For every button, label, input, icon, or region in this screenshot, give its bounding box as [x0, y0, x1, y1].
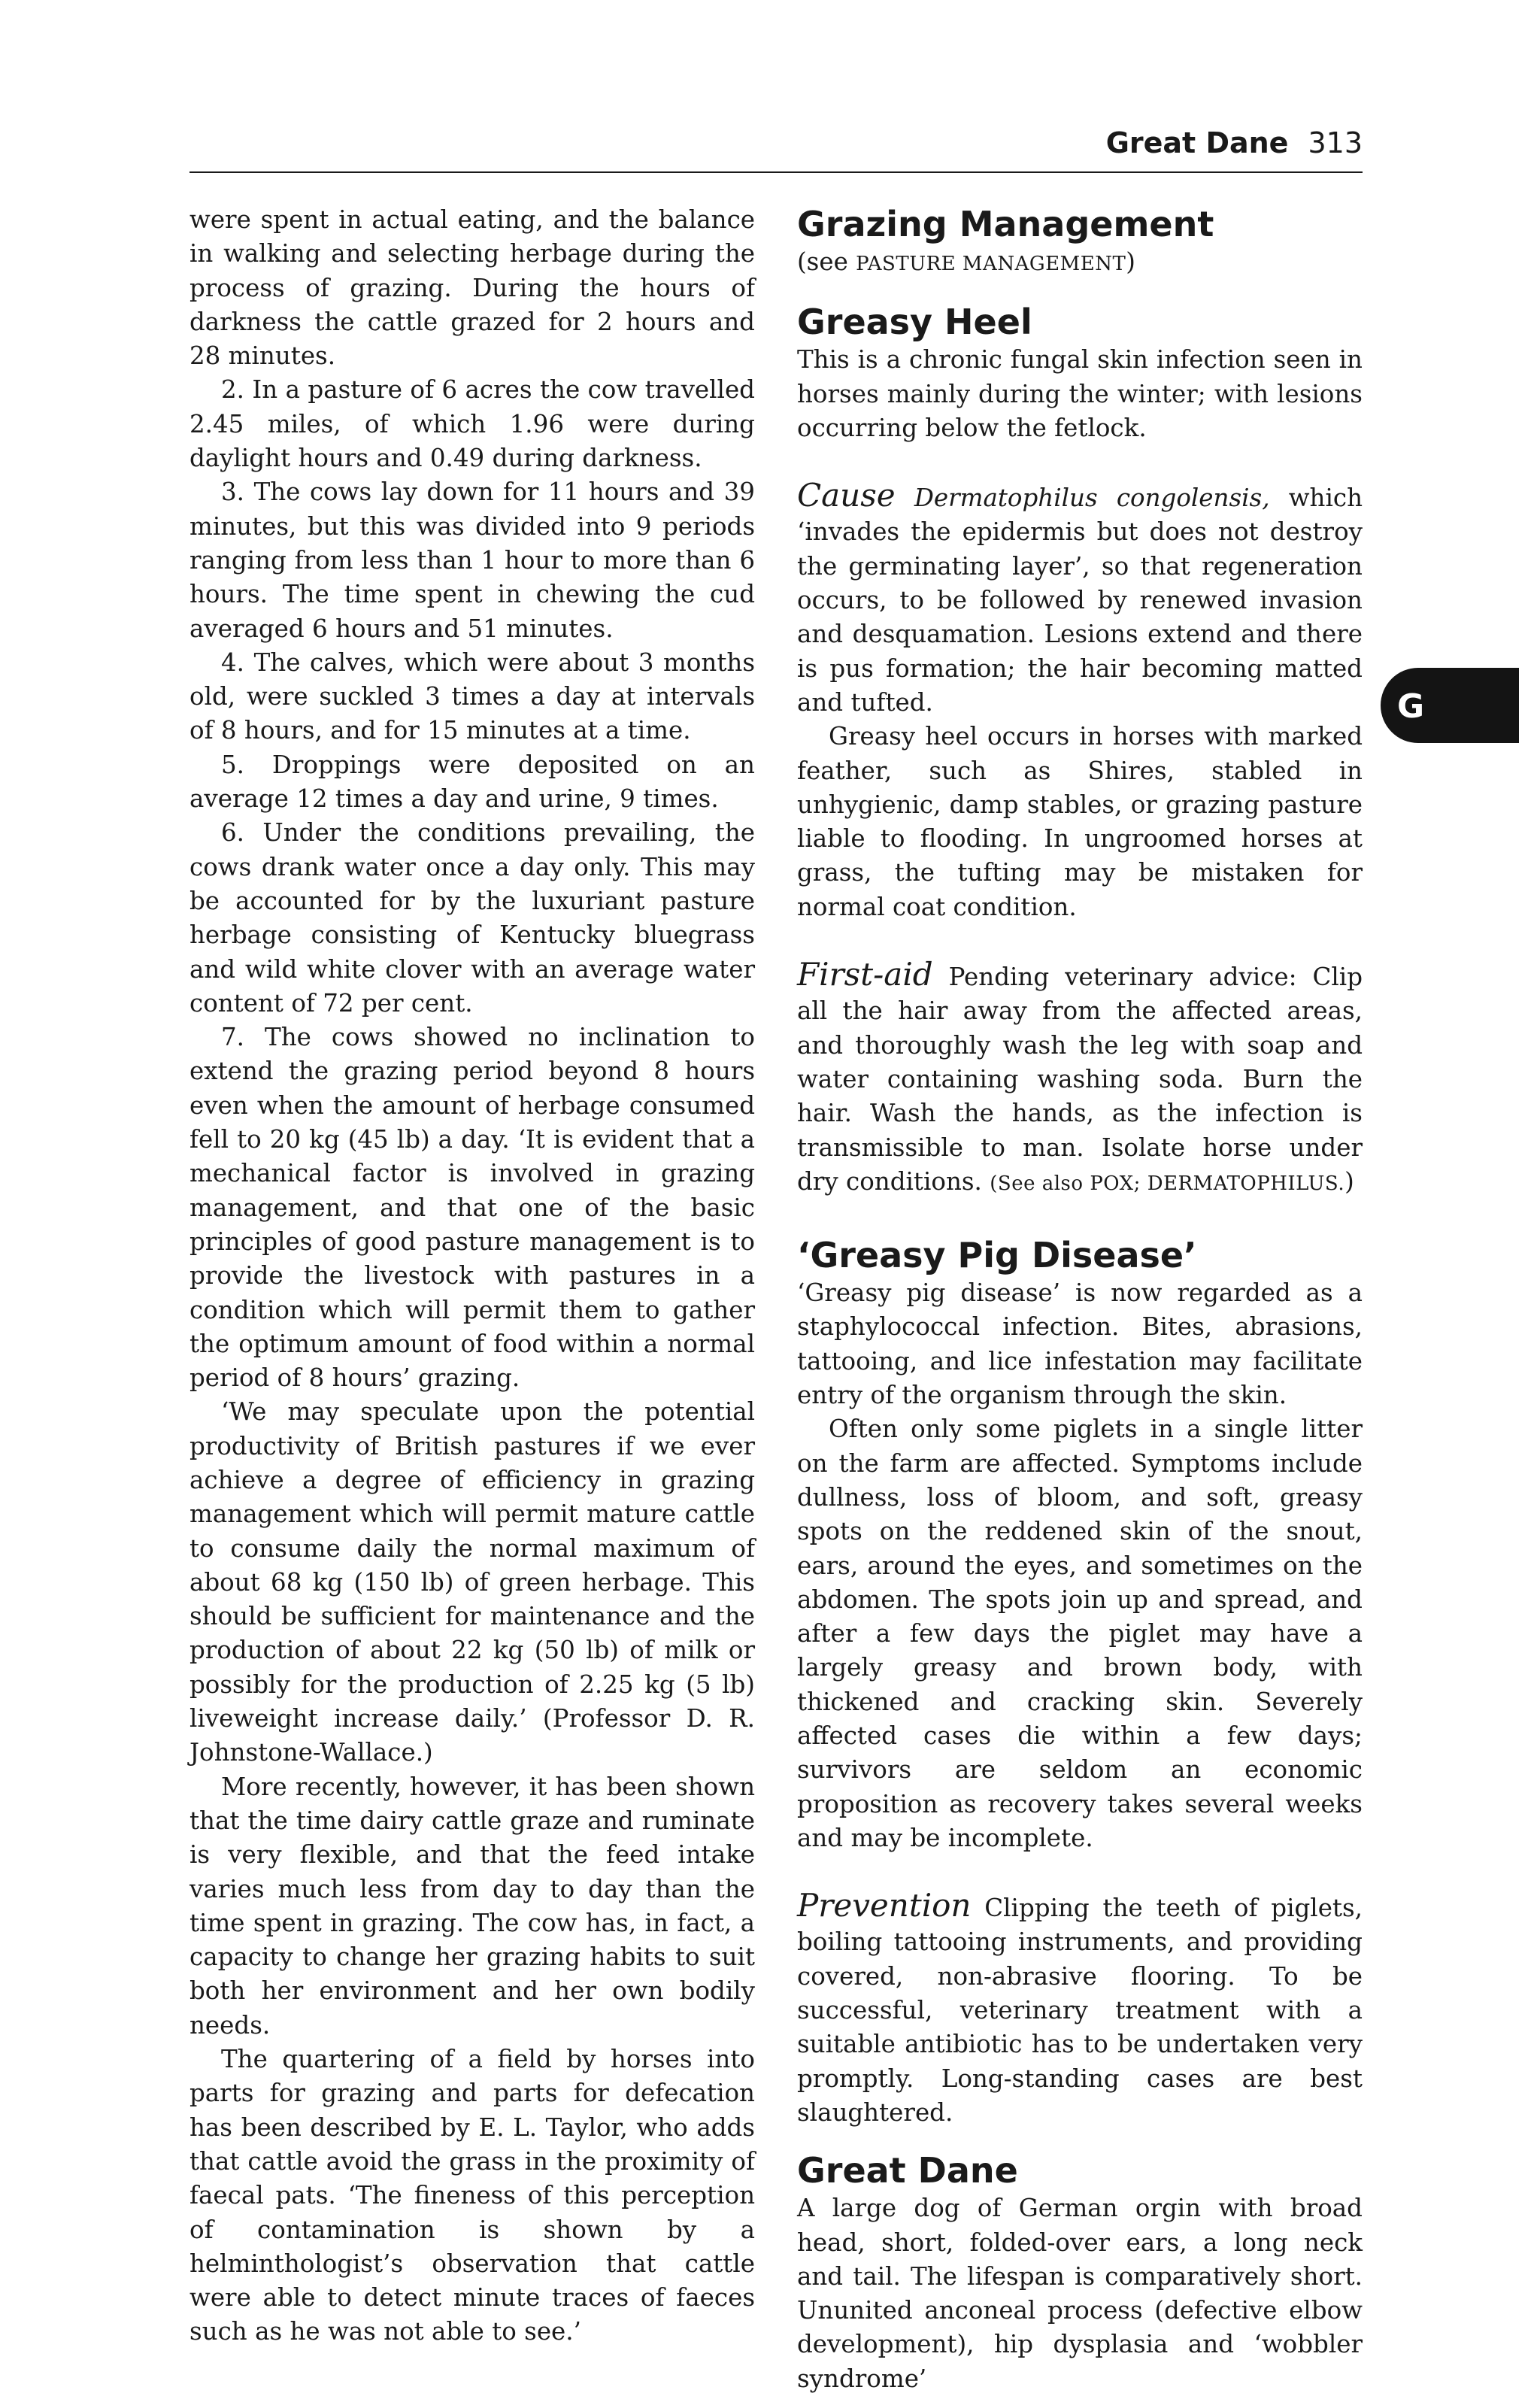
paragraph: 5. Droppings were deposited on an average 12 times a day and urine, 9 times.: [189, 750, 755, 814]
see-suffix: ): [1126, 247, 1135, 276]
paragraph: ‘We may speculate upon the potential productivity of British pastures if we ever achieve a degree of efficiency in grazing management which will permit mature cattle to consume daily the normal maximum of about 68 kg (150 lb) of green herbage. This should be sufficient for maintenance and the production of about 22 kg (50 lb) of milk or possibly for the production of 2.25 kg (5 lb) liveweight increase daily.’ (Professor D. R. Johnstone-Wallace.): [189, 1397, 755, 1767]
paragraph: [797, 957, 1363, 1201]
paragraph: 2. In a pasture of 6 acres the cow travelled 2.45 miles, of which 1.96 were during daylight hours and 0.49 during darkness.: [189, 375, 755, 473]
entry-heading-greasy-pig-disease: ‘Greasy Pig Disease’: [797, 1235, 1197, 1276]
paragraph: 3. The cows lay down for 11 hours and 39 minutes, but this was divided into 9 periods ranging from less than 1 hour to more than 6 hours. The time spent in chewing the cud averaged 6 hours and 51 minutes.: [189, 478, 755, 643]
paragraph: [797, 478, 1363, 720]
cross-reference: [797, 245, 1363, 281]
cause-text: which ‘invades the epidermis but does not destroy the germinating layer’, so that regeneration occurs, to be followed by renewed invasion and desquamation. Lesions extend and there is pus formation; the hair becoming matted and tufted.: [797, 484, 1363, 717]
running-head-title: Great Dane: [1105, 126, 1289, 159]
see-also-prefix: (See also: [990, 1172, 1090, 1195]
subheading-cause: Cause: [797, 477, 896, 514]
organism-name: Dermatophilus congolensis,: [914, 484, 1270, 513]
cross-reference-link: PASTURE MANAGEMENT: [856, 253, 1126, 275]
entry-heading-great-dane: Great Dane: [797, 2150, 1018, 2191]
paragraph: ‘Greasy pig disease’ is now regarded as a staphylococcal infection. Bites, abrasions, tattooing, and lice infestation may facilitate entry of the organism through the skin.: [797, 1278, 1363, 1410]
cross-reference-link: POX; DERMATOPHILUS.: [1090, 1172, 1345, 1195]
first-aid-text: Pending veterinary advice: Clip all the hair away from the affected areas, and thoroughly wash the leg with soap and water containing washing soda. Burn the hair. Wash the hands, as the infection is transmissible to man. Isolate horse under dry conditions.: [797, 963, 1363, 1196]
page-number: 313: [1308, 126, 1363, 159]
right-column: [797, 203, 1363, 2396]
entry-heading-greasy-heel: Greasy Heel: [797, 302, 1032, 343]
paragraph: 6. Under the conditions prevailing, the cows drank water once a day only. This may be accounted for by the luxuriant pasture herbage consisting of Kentucky bluegrass and wild white clover with an average water content of 72 per cent.: [189, 818, 755, 1018]
prevention-text: Clipping the teeth of piglets, boiling tattooing instruments, and providing covered, non-abrasive flooring. To be successful, veterinary treatment with a suitable antibiotic has to be undertaken very promptly. Long-standing cases are best slaughtered.: [797, 1894, 1363, 2127]
subheading-prevention: Prevention: [797, 1887, 972, 1924]
paragraph: Greasy heel occurs in horses with marked feather, such as Shires, stabled in unhygienic, damp stables, or grazing pasture liable to flooding. In ungroomed horses at grass, the tufting may be mistaken for normal coat condition.: [797, 722, 1363, 921]
thumb-index-letter: G: [1396, 687, 1425, 726]
paragraph: were spent in actual eating, and the balance in walking and selecting herbage during the process of grazing. During the hours of darkness the cattle grazed for 2 hours and 28 minutes.: [189, 205, 755, 371]
subheading-first-aid: First-aid: [797, 956, 933, 993]
see-prefix: (see: [797, 247, 856, 276]
see-suffix: ): [1344, 1166, 1354, 1196]
paragraph: More recently, however, it has been shown that the time dairy cattle graze and ruminate is very flexible, and that the feed intake varies much less from day to day than the time spent in grazing. The cow has, in fact, a capacity to change her grazing habits to suit both her environment and her own bodily needs.: [189, 1772, 755, 2040]
paragraph: Often only some piglets in a single litter on the farm are affected. Symptoms include dullness, loss of bloom, and soft, greasy spots on the reddened skin of the snout, ears, around the eyes, and sometimes on the abdomen. The spots join up and spread, and after a few days the piglet may have a largely greasy and brown body, with thickened and cracking skin. Severely affected cases die within a few days; survivors are seldom an economic proposition as recovery takes several weeks and may be incomplete.: [797, 1415, 1363, 1852]
paragraph: The quartering of a field by horses into parts for grazing and parts for defecation has been described by E. L. Taylor, who adds that cattle avoid the grass in the proximity of faecal pats. ‘The fineness of this perception of contamination is shown by a helminthologist’s observation that cattle were able to detect minute traces of faeces such as he was not able to see.’: [189, 2045, 755, 2346]
paragraph: [797, 1888, 1363, 2130]
entry-heading-grazing-management: Grazing Management: [797, 204, 1214, 244]
running-head: [189, 126, 1363, 168]
paragraph: 4. The calves, which were about 3 months old, were suckled 3 times a day at intervals of 8 hours, and for 15 minutes at a time.: [189, 648, 755, 745]
paragraph: A large dog of German orgin with broad head, short, folded-over ears, a long neck and tail. The lifespan is comparatively short. Ununited anconeal process (defective elbow development), hip dysplasia and ‘wobbler syndrome’: [797, 2194, 1363, 2393]
paragraph: This is a chronic fungal skin infection seen in horses mainly during the winter; with lesions occurring below the fetlock.: [797, 345, 1363, 442]
header-rule: [189, 171, 1363, 173]
paragraph: 7. The cows showed no inclination to extend the grazing period beyond 8 hours even when the amount of herbage consumed fell to 20 kg (45 lb) a day. ‘It is evident that a mechanical factor is involved in grazing management, and that one of the basic principles of good pasture management is to provide the livestock with pastures in a condition which will permit them to gather the optimum amount of food within a normal period of 8 hours’ grazing.: [189, 1023, 755, 1393]
left-column: [189, 203, 755, 2349]
